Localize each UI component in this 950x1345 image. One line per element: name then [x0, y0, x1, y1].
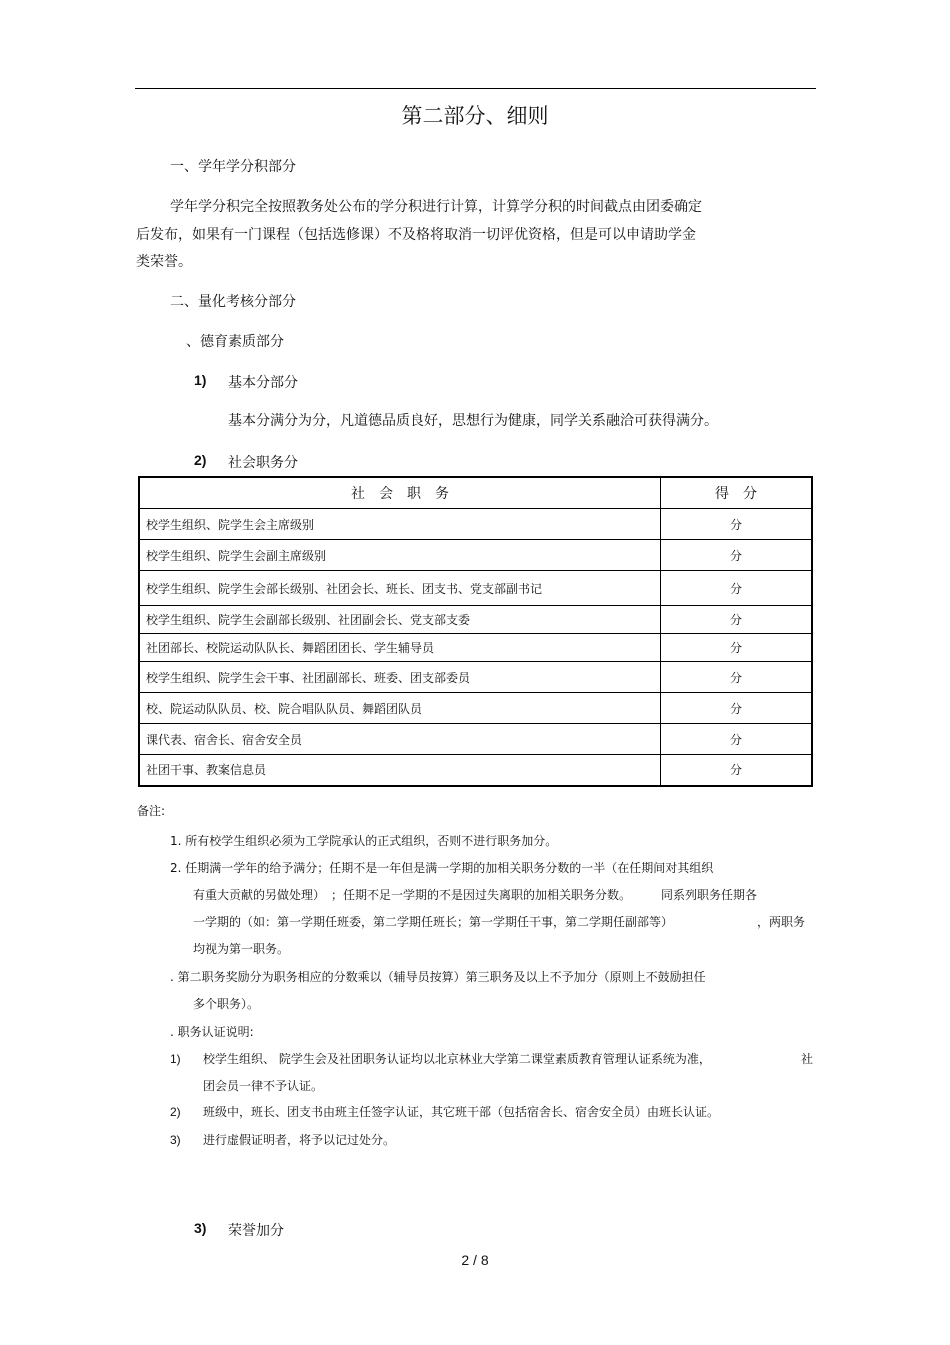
duty-cell: 社团部长、校院运动队队长、舞蹈团团长、学生辅导员 — [139, 634, 661, 662]
item2-label: 社会职务分 — [228, 455, 298, 471]
score-cell: 分 — [661, 693, 813, 724]
score-cell: 分 — [661, 724, 813, 755]
score-cell: 分 — [661, 540, 813, 571]
duty-cell: 校学生组织、院学生会副部长级别、社团副会长、党支部支委 — [139, 606, 661, 634]
duty-cell: 校学生组织、院学生会部长级别、社团会长、班长、团支书、党支部副书记 — [139, 571, 661, 606]
note-3-line: 多个职务）。 — [193, 997, 260, 1011]
duty-cell: 课代表、宿舍长、宿舍安全员 — [139, 724, 661, 755]
table-row — [139, 755, 812, 786]
cert-text: 班级中，班长、团支书由班主任签字认证，其它班干部（包括宿舍长、宿舍安全员）由班长认证。 — [203, 1105, 720, 1119]
item2-number: 2) — [194, 452, 207, 468]
page-title: 第二部分、细则 — [401, 104, 549, 128]
section1-heading: 一、学年学分积部分 — [170, 159, 296, 175]
cert-text: 进行虚假证明者，将予以记过处分。 — [203, 1133, 396, 1147]
section1-para-line: 学年学分积完全按照教务处公布的学分积进行计算，计算学分积的时间截点由团委确定 — [170, 199, 702, 215]
table-row — [139, 540, 812, 571]
note-2-line: 有重大贡献的另做处理） ；任期不足一学期的不是因过失离职的加相关职务分数。 同系列职务任期各 — [193, 888, 758, 902]
duty-cell: 校学生组织、院学生会干事、社团副部长、班委、团支部委员 — [139, 662, 661, 693]
table-row — [139, 693, 812, 724]
table-row — [139, 571, 812, 606]
cert-text-cont: 团会员一律不予认证。 — [203, 1079, 324, 1093]
item3-number: 3) — [194, 1220, 207, 1236]
item1-label: 基本分部分 — [228, 375, 298, 391]
table-row — [139, 634, 812, 662]
table-row — [139, 662, 812, 693]
section1-para-line: 类荣誉。 — [136, 254, 192, 270]
section2-heading: 二、量化考核分部分 — [170, 294, 296, 310]
top-rule — [135, 88, 816, 89]
note-4: . 职务认证说明: — [170, 1025, 254, 1039]
duty-cell: 校学生组织、院学生会副主席级别 — [139, 540, 661, 571]
header-score: 得 分 — [661, 477, 813, 509]
duty-cell: 校学生组织、院学生会主席级别 — [139, 509, 661, 540]
note-2-line: 均视为第一职务。 — [193, 942, 290, 956]
duty-cell: 校、院运动队队员、校、院合唱队队员、舞蹈团队员 — [139, 693, 661, 724]
note-3-line: . 第二职务奖励分为职务相应的分数乘以（辅导员按算）第三职务及以上不予加分（原则上不鼓励担任 — [170, 970, 706, 984]
header-duty: 社 会 职 务 — [139, 477, 661, 509]
note-2-line: 一学期的（如：第一学期任班委，第二学期任班长；第一学期任干事，第二学期任副部等） — [193, 915, 674, 929]
table-row — [139, 724, 812, 755]
section2-subheading: 、德育素质部分 — [186, 334, 284, 350]
cert-text-tail: 社 — [801, 1052, 814, 1066]
duty-score-table — [138, 476, 813, 787]
item1-number: 1) — [194, 372, 207, 388]
notes-label: 备注: — [137, 804, 166, 818]
score-cell: 分 — [661, 509, 813, 540]
score-cell: 分 — [661, 662, 813, 693]
note-2-line: 2. 任期满一学年的给予满分；任期不是一年但是满一学期的加相关职务分数的一半（在任期间对其组织 — [170, 861, 714, 875]
table-row — [139, 606, 812, 634]
score-cell: 分 — [661, 606, 813, 634]
section1-para-line: 后发布，如果有一门课程（包括选修课）不及格将取消一切评优资格，但是可以申请助学金 — [136, 227, 696, 243]
duty-cell: 社团干事、教案信息员 — [139, 755, 661, 786]
item3-label: 荣誉加分 — [228, 1223, 284, 1239]
cert-number: 1) — [170, 1052, 181, 1066]
score-cell: 分 — [661, 634, 813, 662]
cert-number: 3) — [170, 1133, 181, 1147]
page-number: 2 / 8 — [461, 1252, 489, 1268]
cert-text: 校学生组织、 院学生会及社团职务认证均以北京林业大学第二课堂素质教育管理认证系统为准， — [203, 1052, 711, 1066]
table-header-row — [139, 477, 812, 509]
note-2-line-tail: ，两职务 — [757, 915, 806, 929]
table-row — [139, 509, 812, 540]
cert-number: 2) — [170, 1105, 181, 1119]
score-cell: 分 — [661, 755, 813, 786]
note-1: 1. 所有校学生组织必须为工学院承认的正式组织，否则不进行职务加分。 — [170, 834, 558, 848]
item1-text: 基本分满分为分，凡道德品质良好，思想行为健康，同学关系融洽可获得满分。 — [228, 413, 718, 429]
score-cell: 分 — [661, 571, 813, 606]
